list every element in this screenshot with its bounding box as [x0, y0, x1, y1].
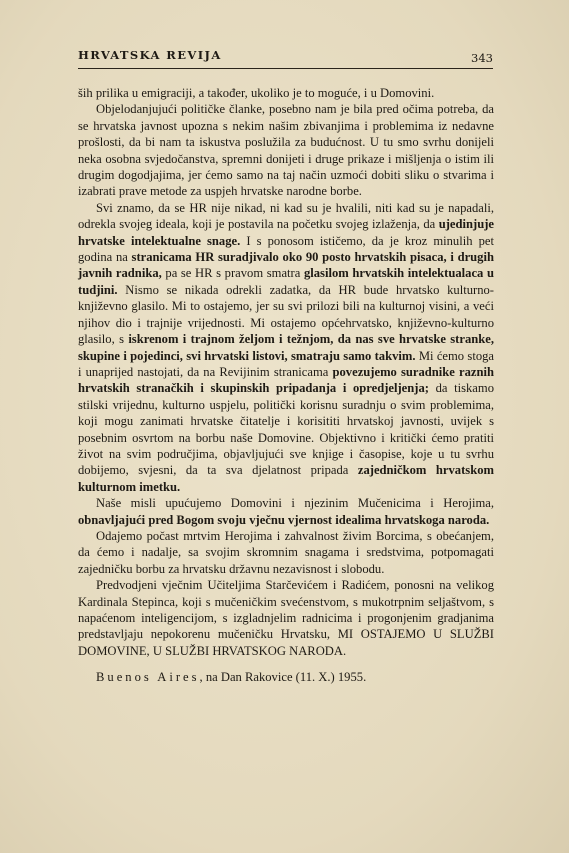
- text-segment: pa se HR s pravom smatra: [161, 266, 304, 281]
- article-body: [78, 85, 494, 698]
- journal-title: HRVATSKA REVIJA: [78, 48, 222, 62]
- signature-city: Buenos Aires: [96, 670, 200, 685]
- text-segment: Nismo se nikada odrekli zadatka, da HR bude hrvatsko kulturno-književno glasilo. Mi to ostajemo, jer su svi prilozi bili na kulturnoj visini, a veći njihov dio i trajnije vrijednosti. Mi ostajemo općehrvatsko, književno-kulturno glasilo, s: [78, 282, 494, 347]
- text-segment: Mi ćemo stoga i unaprijed nastojati, da na Revijinim stranicama: [78, 348, 494, 379]
- bold-text-segment: obnavljajući pred Bogom svoju vječnu vjernost idealima hrvatskoga naroda.: [78, 512, 490, 527]
- paragraph: [78, 528, 494, 577]
- text-segment: Svi znamo, da se HR nije nikad, ni kad su je hvalili, niti kad su je napadali, odrekla svojeg ideala, koji je postavila na početku svojeg izlaženja, da: [78, 200, 494, 232]
- paragraph: [78, 495, 494, 528]
- signature-line: [78, 669, 494, 685]
- bold-text-segment: zajedničkom hrvatskom kulturnom imetku.: [78, 463, 494, 494]
- paragraph: [78, 577, 494, 659]
- page-number: 343: [471, 51, 493, 65]
- running-head: [78, 48, 493, 69]
- text-segment: Objelodanjujući političke članke, posebno nam je bila pred očima potreba, da se hrvatska javnost upozna s nekim našim zbivanjima i problemima iz nedavne prošlosti, da bi nam ta iskustva poslužila za budućnost. U tu smo svrhu donijeli neka osobna svjedočanstva, spremni donijeti i druge prikaze i mišljenja o istim ili drugim dogodjajima, jer ćemo samo na taj način uzmoći dobiti sliku o stvarima i izabrati prave metode za uspjeh hrvatske narodne borbe.: [78, 102, 494, 199]
- bold-text-segment: stranicama HR suradjivalo oko 90 posto hrvatskih pisaca, i drugih javnih radnika,: [78, 250, 494, 281]
- paragraph: [78, 101, 494, 199]
- text-segment: I s ponosom ističemo, da je kroz minulih pet godina na: [78, 233, 494, 265]
- bold-text-segment: glasilom hrvatskih intelektualaca u tudjini.: [78, 266, 494, 297]
- signature-date: , na Dan Rakovice (11. X.) 1955.: [199, 670, 367, 685]
- paragraph: [78, 200, 494, 495]
- text-segment: ših prilika u emigraciji, a također, ukoliko je to moguće, i u Domovini.: [78, 86, 435, 100]
- bold-text-segment: iskrenom i trajnom željom i težnjom, da nas sve hrvatske stranke, skupine i pojedinci, svi hrvatski listovi, smatraju samo takvim.: [78, 332, 494, 363]
- bold-text-segment: ujedinjuje hrvatske intelektualne snage.: [78, 217, 494, 248]
- text-segment: Odajemo počast mrtvim Herojima i zahvalnost živim Borcima, s obećanjem, da ćemo i nadalje, sa svojim skromnim snagama i sredstvima, potpomagati zajedničku borbu za hrvatsku državnu nezavisnost i slobodu.: [78, 528, 494, 576]
- text-segment: Predvodjeni vječnim Učiteljima Starčevićem i Radićem, ponosni na velikog Kardinala Stepinca, koji s mučeničkim svećenstvom, s mukotrpnim seljaštvom, s napaćenom inteligencijom, s izgladnjelim radnicima i progonjenim gradjanima predstavljaju nepokorenu mučeničku Hrvatsku, MI OSTAJEMO U SLUŽBI DOMOVINE, U SLUŽBI HRVATSKOG NARODA.: [78, 578, 494, 658]
- bold-text-segment: povezujemo suradnike raznih hrvatskih stranačkih i skupinskih pripadanja i opredjeljenja;: [78, 364, 494, 396]
- text-segment: Naše misli upućujemo Domovini i njezinim Mučenicima i Herojima,: [96, 496, 494, 511]
- paragraph: [78, 85, 494, 101]
- text-segment: da tiskamo stilski vrijednu, kulturno uspjelu, politički korisnu suradnju o svim problemima, koji mogu zanimati hrvatske čitatelje i korisititi hrvatskoj javnosti, uvijek s posebnim osvrtom na borbu naše Domovine. Objektivno i kritički ćemo pratiti život na svim područjima, objavljujući sve knjige i časopise, koje u tu svrhu dobijemo, svjesni, da ta sva djelatnost pripada: [78, 381, 494, 478]
